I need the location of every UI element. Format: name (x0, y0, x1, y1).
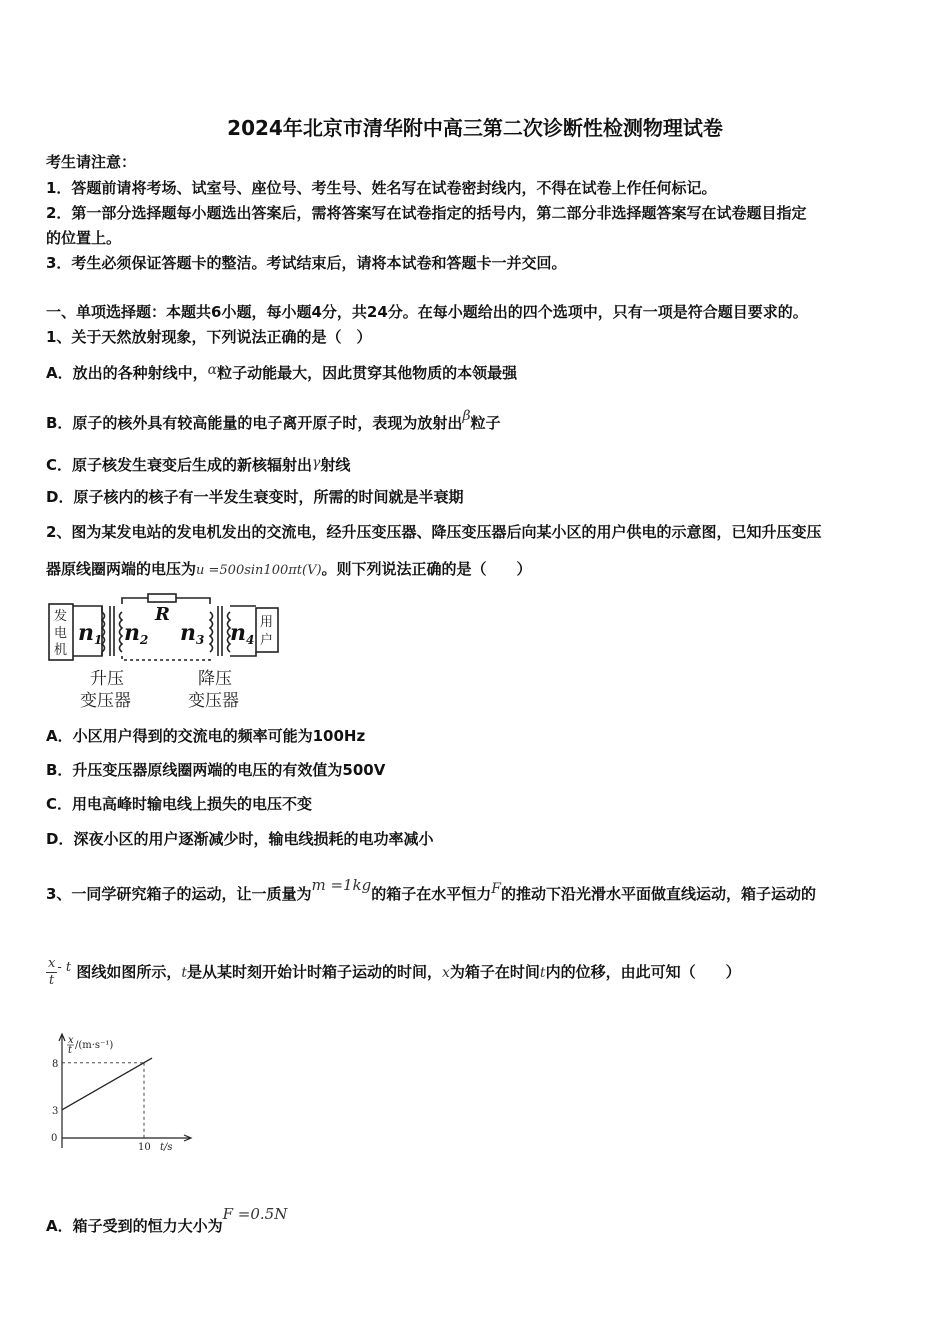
fraction-denominator: t (49, 973, 55, 988)
section-heading: 一、单项选择题：本题共6小题，每小题4分，共24分。在每小题给出的四个选项中，只有一项是符合题目要求的。 (46, 303, 808, 321)
q1-option-d: D．原子核内的核子有一半发生衰变时，所需的时间就是半衰期 (46, 488, 464, 506)
y-label-den: t (68, 1045, 73, 1056)
label-r: R (155, 604, 170, 625)
generator-char: 机 (54, 643, 68, 658)
page-title: 2024年北京市清华附中高三第二次诊断性检测物理试卷 (227, 116, 723, 140)
fraction-tail: - t (57, 960, 72, 975)
user-char: 用 (260, 615, 274, 630)
stem-text: 内的位移，由此可知（ ） (545, 963, 741, 981)
step-down-label: 变压器 (188, 691, 239, 711)
force-formula (223, 1205, 288, 1223)
alpha-symbol: α (207, 362, 218, 378)
gamma-symbol: γ (312, 455, 321, 471)
force-symbol: F (491, 881, 501, 897)
y-tick-8: 8 (52, 1058, 59, 1070)
mass-formula (311, 876, 371, 894)
label-n1: n1 (78, 620, 103, 647)
question-3-stem (46, 875, 816, 904)
t-symbol: t (181, 965, 187, 981)
notice-item: 1．答题前请将考场、试室号、座位号、考生号、姓名写在试卷密封线内，不得在试卷上作任何标记。 (46, 179, 717, 197)
generator-char: 电 (54, 626, 68, 641)
data-series-line (62, 1058, 152, 1110)
beta-symbol: β (462, 408, 471, 424)
option-text: A．放出的各种射线中， (46, 364, 208, 382)
line-bottom (122, 656, 210, 660)
q2-option-b: B．升压变压器原线圈两端的电压的有效值为500V (46, 761, 386, 779)
user-char: 户 (260, 633, 274, 648)
notice-item: 2．第一部分选择题每小题选出答案后，需将答案写在试卷指定的括号内，第二部分非选择题答案写在试卷题目指定 (46, 204, 807, 222)
label-n3: n3 (180, 620, 205, 647)
stem-text: 是从某时刻开始计时箱子运动的时间， (186, 963, 442, 981)
origin-label: 0 (51, 1133, 58, 1144)
resistor-r (148, 594, 176, 602)
q2-option-a: A．小区用户得到的交流电的频率可能为100Hz (46, 727, 366, 745)
mass-value: m =1kg (311, 876, 372, 894)
notice-heading: 考生请注意： (46, 153, 137, 171)
question-2-stem-cont (46, 559, 532, 581)
x-t-over-t-graph (40, 1030, 200, 1160)
stem-text: 3、一同学研究箱子的运动，让一质量为 (46, 885, 312, 903)
coil-n3 (210, 612, 213, 652)
question-1-stem: 1、关于天然放射现象，下列说法正确的是（ ） (46, 328, 372, 346)
force-value: F =0.5N (222, 1205, 288, 1223)
line-top-left (122, 598, 148, 604)
notice-item: 3．考生必须保证答题卡的整洁。考试结束后，请将本试卷和答题卡一并交回。 (46, 254, 567, 272)
generator-char: 发 (54, 609, 68, 624)
stem-text: 器原线圈两端的电压为 (46, 560, 197, 578)
q1-option-c (46, 453, 350, 475)
option-text: C．原子核发生衰变后生成的新核辐射出 (46, 456, 313, 474)
y-label-num: x (68, 1035, 74, 1046)
step-down-label: 降压 (198, 669, 232, 689)
option-text: B．原子的核外具有较高能量的电子离开原子时，表现为放射出 (46, 414, 463, 432)
option-text: 粒子 (470, 414, 501, 432)
x-symbol: x (442, 965, 450, 981)
option-text: A．箱子受到的恒力大小为 (46, 1217, 223, 1235)
stem-text: 的推动下沿光滑水平面做直线运动，箱子运动的 (500, 885, 816, 903)
stem-text: 图线如图所示， (76, 963, 182, 981)
stem-text: 的箱子在水平恒力 (371, 885, 492, 903)
label-n2: n2 (124, 620, 149, 647)
y-tick-3: 3 (52, 1105, 59, 1117)
q1-option-b (46, 406, 501, 433)
t-symbol: t (539, 965, 546, 981)
option-text: 射线 (320, 456, 351, 474)
x-over-t-fraction (46, 956, 57, 989)
question-2-stem: 2、图为某发电站的发电机发出的交流电，经升压变压器、降压变压器后向某小区的用户供电的示意图，已知升压变压 (46, 523, 822, 541)
q2-option-c: C．用电高峰时输电线上损失的电压不变 (46, 795, 313, 813)
q2-option-d: D．深夜小区的用户逐渐减少时，输电线损耗的电功率减小 (46, 830, 434, 848)
stem-text: 。则下列说法正确的是（ ） (321, 560, 532, 578)
voltage-formula: u =500sin100πt(V) (196, 563, 322, 578)
stem-text: 为箱子在时间 (449, 963, 540, 981)
y-axis-unit: /(m·s⁻¹) (75, 1040, 114, 1051)
q3-option-a (46, 1204, 287, 1236)
power-transmission-figure (44, 592, 284, 712)
label-n4: n4 (230, 620, 255, 647)
fraction-numerator: x (48, 956, 56, 971)
line-top-right (176, 598, 210, 604)
option-text: 粒子动能最大，因此贯穿其他物质的本领最强 (217, 364, 518, 382)
coil-n2 (120, 612, 123, 652)
step-up-label: 升压 (90, 669, 124, 689)
q1-option-a (46, 360, 517, 383)
question-3-stem-cont (46, 956, 741, 989)
x-axis-label: t/s (160, 1142, 173, 1153)
x-tick-10: 10 (138, 1142, 151, 1153)
step-up-label: 变压器 (80, 691, 131, 711)
notice-item: 的位置上。 (46, 229, 122, 247)
